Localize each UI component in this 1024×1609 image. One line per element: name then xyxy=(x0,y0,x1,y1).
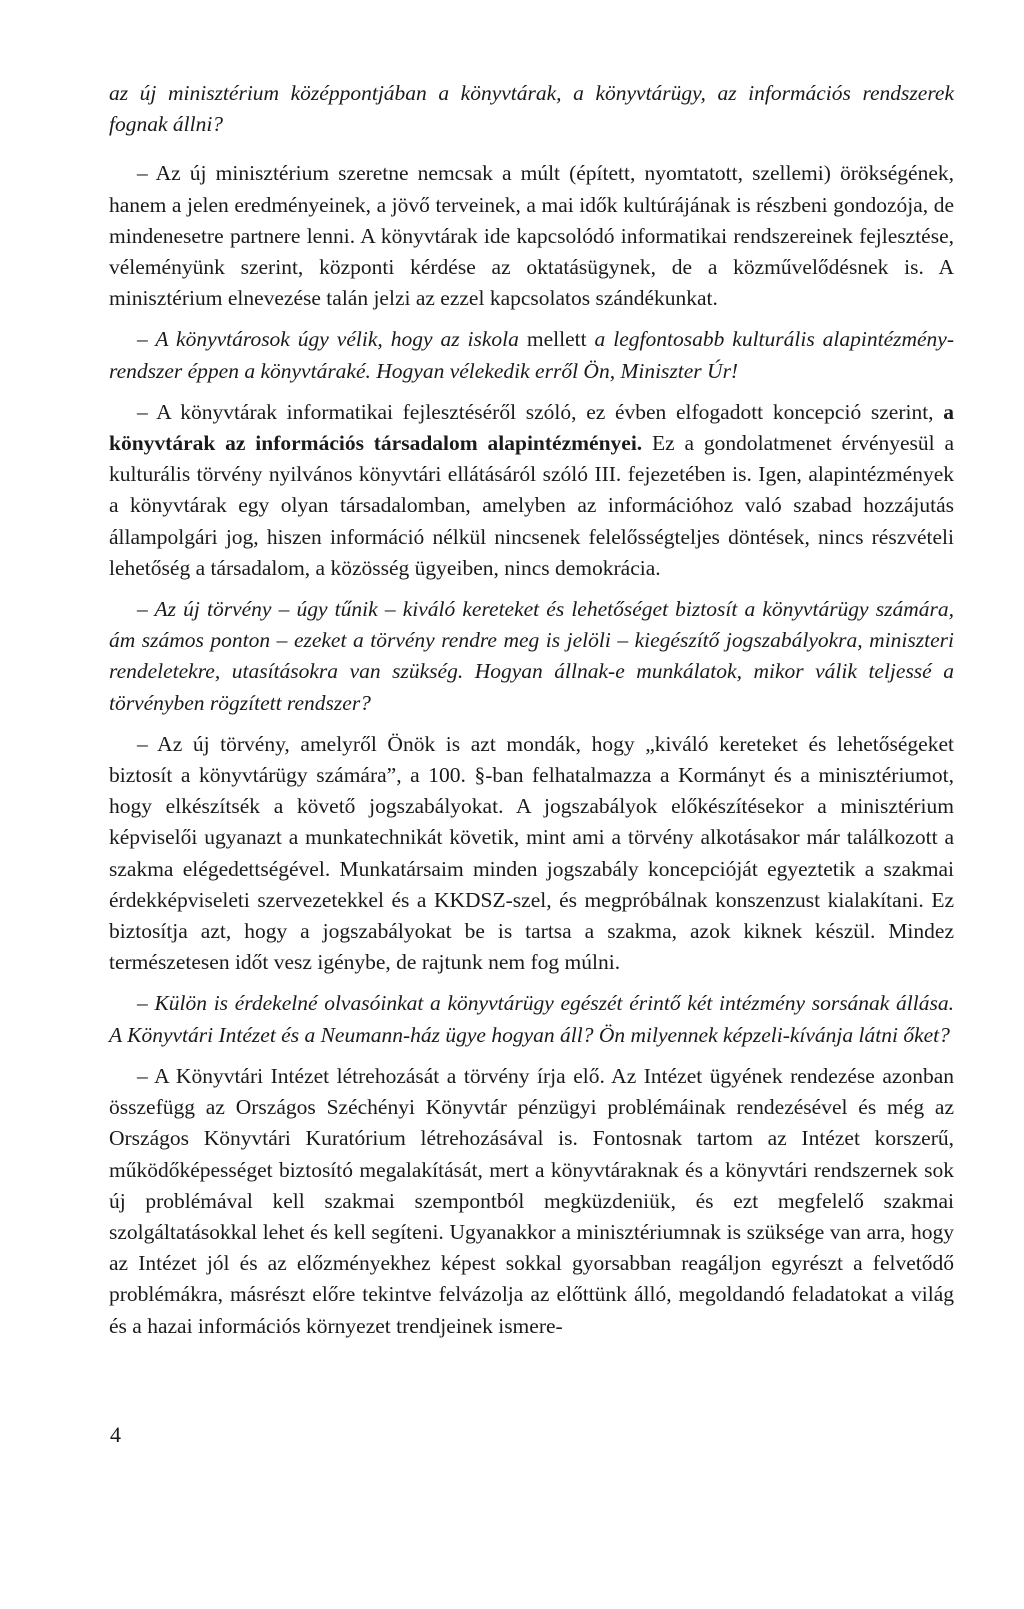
question-fragment: a legfontosabb kulturális alapintézmény-rendszer éppen a könyvtáraké. Hogyan vélekedik erről Ön, Miniszter Úr! xyxy=(109,327,955,383)
question-fragment: – A könyvtárosok úgy vélik, hogy az iskola xyxy=(137,327,519,352)
question-paragraph: – Külön is érdekelné olvasóinkat a könyvtárügy egészét érintő két intézmény sorsának állása. A Könyvtári Intézet és a Neumann-ház ügye hogyan áll? Ön milyennek képzeli-kívánja látni őket? xyxy=(109,991,954,1047)
plain-fragment: mellett xyxy=(518,327,595,352)
question-paragraph: – Az új törvény – úgy tűnik – kiváló kereteket és lehetőséget biztosít a könyvtárügy számára, ám számos ponton – ezeket a törvény rendre meg is jelöli – kiegészítő jogszabályokra, miniszteri rendeletekre, utasításokra van szükség. Hogyan állnak-e munkálatok, mikor válik teljessé a törvényben rögzített rendszer? xyxy=(109,597,954,715)
bold-fragment: a könyvtárak az információs társadalom alapintézményei. xyxy=(109,399,954,456)
question-paragraph xyxy=(109,324,954,386)
plain-fragment: Ez a gondolatmenet érvényesül a kulturális törvény nyilvános könyvtári ellátásáról szóló III. fejezetében is. Igen, alapintézmények a könyvtárak egy olyan társadalomban, amelyben az információhoz való szabad hozzájutás állampolgári jog, hiszen információ nélkül nincsenek felelősségteljes döntések, nincs részvételi lehetőség a társadalom, a közösség ügyeiben, nincs demokrácia. xyxy=(109,431,954,580)
page-body xyxy=(109,78,954,1352)
answer-paragraph: – Az új törvény, amelyről Önök is azt mondák, hogy „kiváló kereteket és lehetőségeket biztosít a könyvtárügy számára”, a 100. §-ban felhatalmazza a Kormányt és a minisztériumot, hogy elkészítsék a követő jogszabályokat. A jogszabályok előkészítésekor a minisztérium képviselői ugyanazt a munkatechnikát követik, mint ami a törvény alkotásakor már találkozott a szakma elégedettségével. Munkatársaim minden jogszabály koncepcióját egyeztetik a szakmai érdekképviseleti szervezetekkel és a KKDSZ-szel, és megpróbálnak konszenzust kialakítani. Ez biztosítja azt, hogy a jogszabályokat be is tartsa a szakma, azok kiknek készül. Mindez természetesen időt vesz igénybe, de rajtunk nem fog múlni. xyxy=(109,731,954,975)
page-number: 4 xyxy=(110,1422,121,1447)
answer-paragraph: – A Könyvtári Intézet létrehozását a törvény írja elő. Az Intézet ügyének rendezése azonban összefügg az Országos Széchényi Könyvtár pénzügyi problémáinak rendezésével és még az Országos Könyvtári Kuratórium létrehozásával is. Fontosnak tartom az Intézet korszerű, működőképességet biztosító megalakítását, mert a könyvtáraknak és a könyvtári rendszernek sok új problémával kell szakmai szempontból megküzdeniük, és ezt megfelelő szakmai szolgáltatásokkal lehet és kell segíteni. Ugyanakkor a minisztériumnak is szüksége van arra, hogy az Intézet jól és az előzményekhez képest sokkal gyorsabban reagáljon egyrészt a felvetődő problémákra, másrészt előre tekintve felvázolja az előttünk álló, megoldandó feladatokat a világ és a hazai információs környezet trendjeinek ismere- xyxy=(109,1063,954,1338)
question-paragraph: az új minisztérium középpontjában a könyvtárak, a könyvtárügy, az információs rendszerek fognak állni? xyxy=(109,81,954,137)
answer-paragraph: – Az új minisztérium szeretne nemcsak a múlt (épített, nyomtatott, szellemi) örökségének, hanem a jelen eredményeinek, a jövő terveinek, a mai idők kultúrájának is részbeni gondozója, de mindenesetre partnere lenni. A könyvtárak ide kapcsolódó informatikai rendszereinek fejlesztése, véleményünk szerint, központi kérdése az oktatásügynek, de a közművelődésnek is. A minisztérium elnevezése talán jelzi az ezzel kapcsolatos szándékunkat. xyxy=(109,161,954,311)
plain-fragment: – A könyvtárak informatikai fejlesztéséről szóló, ez évben elfogadott koncepció szerint, xyxy=(137,399,944,424)
answer-paragraph xyxy=(109,397,954,584)
